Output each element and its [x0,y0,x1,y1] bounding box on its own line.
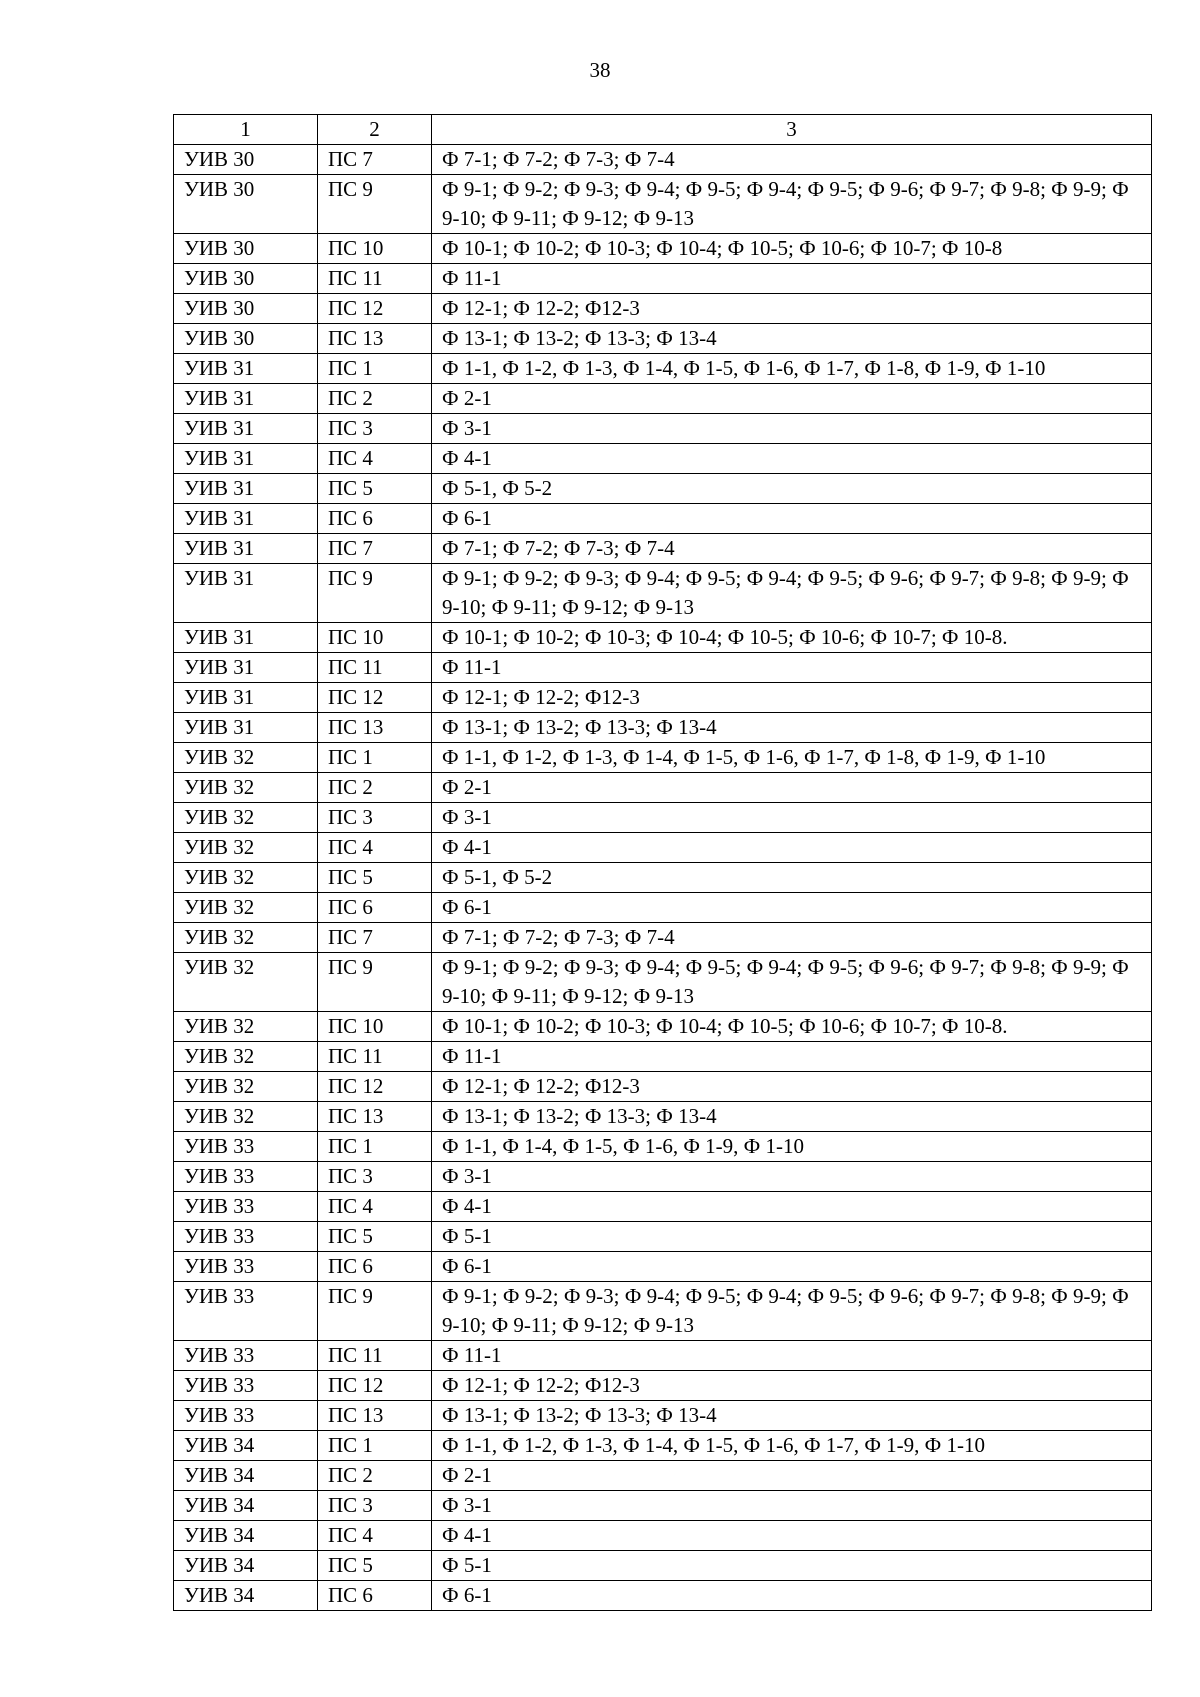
cell-ps: ПС 9 [318,1282,432,1341]
table-row [174,1431,1152,1461]
cell-ps: ПС 5 [318,1222,432,1252]
cell-ps: ПС 11 [318,1042,432,1072]
table-row [174,1371,1152,1401]
cell-feeders: Ф 12-1; Ф 12-2; Ф12-3 [432,294,1152,324]
table-row [174,923,1152,953]
cell-ps: ПС 6 [318,504,432,534]
cell-uiv: УИВ 30 [174,324,318,354]
column-header-1: 1 [174,115,318,145]
page-number: 38 [589,58,611,82]
table-row [174,414,1152,444]
cell-feeders: Ф 4-1 [432,1521,1152,1551]
cell-ps: ПС 13 [318,713,432,743]
cell-uiv: УИВ 31 [174,384,318,414]
cell-feeders: Ф 13-1; Ф 13-2; Ф 13-3; Ф 13-4 [432,1102,1152,1132]
cell-uiv: УИВ 33 [174,1252,318,1282]
cell-ps: ПС 3 [318,803,432,833]
cell-feeders: Ф 13-1; Ф 13-2; Ф 13-3; Ф 13-4 [432,1401,1152,1431]
table-row [174,324,1152,354]
table-row [174,1551,1152,1581]
cell-ps: ПС 13 [318,324,432,354]
table-row [174,294,1152,324]
cell-feeders: Ф 11-1 [432,1341,1152,1371]
cell-uiv: УИВ 31 [174,474,318,504]
cell-uiv: УИВ 34 [174,1461,318,1491]
cell-feeders: Ф 5-1 [432,1551,1152,1581]
cell-ps: ПС 12 [318,1072,432,1102]
cell-feeders: Ф 12-1; Ф 12-2; Ф12-3 [432,683,1152,713]
cell-uiv: УИВ 31 [174,444,318,474]
cell-uiv: УИВ 32 [174,953,318,1012]
cell-ps: ПС 11 [318,1341,432,1371]
cell-feeders: Ф 2-1 [432,384,1152,414]
cell-uiv: УИВ 34 [174,1581,318,1611]
table-row [174,683,1152,713]
cell-ps: ПС 12 [318,683,432,713]
cell-ps: ПС 7 [318,145,432,175]
table-row [174,1341,1152,1371]
cell-uiv: УИВ 33 [174,1371,318,1401]
cell-ps: ПС 9 [318,564,432,623]
cell-uiv: УИВ 32 [174,773,318,803]
cell-uiv: УИВ 31 [174,504,318,534]
cell-uiv: УИВ 30 [174,175,318,234]
cell-uiv: УИВ 30 [174,264,318,294]
cell-feeders: Ф 2-1 [432,1461,1152,1491]
cell-feeders: Ф 6-1 [432,504,1152,534]
cell-feeders: Ф 3-1 [432,1491,1152,1521]
cell-feeders: Ф 12-1; Ф 12-2; Ф12-3 [432,1072,1152,1102]
cell-uiv: УИВ 31 [174,623,318,653]
cell-uiv: УИВ 33 [174,1401,318,1431]
table-row [174,1521,1152,1551]
cell-ps: ПС 3 [318,1491,432,1521]
cell-ps: ПС 9 [318,953,432,1012]
cell-ps: ПС 7 [318,923,432,953]
cell-uiv: УИВ 32 [174,893,318,923]
table-row [174,1401,1152,1431]
cell-uiv: УИВ 33 [174,1162,318,1192]
cell-feeders: Ф 5-1 [432,1222,1152,1252]
table-row [174,234,1152,264]
table-row [174,1461,1152,1491]
table-row [174,564,1152,623]
cell-ps: ПС 6 [318,1581,432,1611]
cell-ps: ПС 11 [318,264,432,294]
cell-uiv: УИВ 33 [174,1282,318,1341]
cell-ps: ПС 10 [318,1012,432,1042]
cell-uiv: УИВ 30 [174,234,318,264]
cell-uiv: УИВ 32 [174,923,318,953]
table-row [174,1581,1152,1611]
table-body [174,145,1152,1611]
cell-ps: ПС 1 [318,743,432,773]
table-row [174,1042,1152,1072]
cell-uiv: УИВ 32 [174,863,318,893]
cell-uiv: УИВ 30 [174,145,318,175]
cell-feeders: Ф 3-1 [432,1162,1152,1192]
cell-feeders: Ф 11-1 [432,1042,1152,1072]
cell-uiv: УИВ 30 [174,294,318,324]
cell-uiv: УИВ 31 [174,564,318,623]
table-row [174,773,1152,803]
cell-feeders: Ф 7-1; Ф 7-2; Ф 7-3; Ф 7-4 [432,534,1152,564]
cell-feeders: Ф 11-1 [432,653,1152,683]
cell-uiv: УИВ 33 [174,1341,318,1371]
cell-ps: ПС 3 [318,414,432,444]
table-row [174,1162,1152,1192]
cell-feeders: Ф 2-1 [432,773,1152,803]
cell-ps: ПС 10 [318,623,432,653]
table-row [174,384,1152,414]
table-row [174,803,1152,833]
cell-uiv: УИВ 31 [174,713,318,743]
cell-uiv: УИВ 32 [174,833,318,863]
cell-feeders: Ф 9-1; Ф 9-2; Ф 9-3; Ф 9-4; Ф 9-5; Ф 9-4; Ф 9-5; Ф 9-6; Ф 9-7; Ф 9-8; Ф 9-9; Ф 9-10; Ф 9-11; Ф 9-12; Ф 9-13 [432,1282,1152,1341]
table-row [174,1282,1152,1341]
cell-feeders: Ф 11-1 [432,264,1152,294]
table-row [174,1072,1152,1102]
cell-ps: ПС 12 [318,1371,432,1401]
cell-feeders: Ф 4-1 [432,444,1152,474]
table-row [174,623,1152,653]
cell-uiv: УИВ 32 [174,743,318,773]
table-row [174,893,1152,923]
cell-feeders: Ф 1-1, Ф 1-4, Ф 1-5, Ф 1-6, Ф 1-9, Ф 1-10 [432,1132,1152,1162]
table-row [174,444,1152,474]
cell-uiv: УИВ 34 [174,1491,318,1521]
cell-uiv: УИВ 31 [174,354,318,384]
cell-uiv: УИВ 33 [174,1222,318,1252]
table-row [174,653,1152,683]
cell-ps: ПС 6 [318,893,432,923]
cell-uiv: УИВ 31 [174,683,318,713]
cell-feeders: Ф 6-1 [432,1252,1152,1282]
column-header-3: 3 [432,115,1152,145]
table-row [174,953,1152,1012]
cell-ps: ПС 4 [318,833,432,863]
document-table [173,114,1152,1611]
cell-feeders: Ф 12-1; Ф 12-2; Ф12-3 [432,1371,1152,1401]
cell-ps: ПС 4 [318,444,432,474]
table-row [174,354,1152,384]
cell-feeders: Ф 7-1; Ф 7-2; Ф 7-3; Ф 7-4 [432,923,1152,953]
cell-ps: ПС 10 [318,234,432,264]
cell-uiv: УИВ 31 [174,414,318,444]
cell-feeders: Ф 10-1; Ф 10-2; Ф 10-3; Ф 10-4; Ф 10-5; Ф 10-6; Ф 10-7; Ф 10-8 [432,234,1152,264]
cell-feeders: Ф 6-1 [432,1581,1152,1611]
cell-ps: ПС 5 [318,474,432,504]
column-header-2: 2 [318,115,432,145]
cell-feeders: Ф 7-1; Ф 7-2; Ф 7-3; Ф 7-4 [432,145,1152,175]
table-row [174,145,1152,175]
cell-feeders: Ф 10-1; Ф 10-2; Ф 10-3; Ф 10-4; Ф 10-5; Ф 10-6; Ф 10-7; Ф 10-8. [432,1012,1152,1042]
cell-feeders: Ф 4-1 [432,1192,1152,1222]
cell-uiv: УИВ 31 [174,653,318,683]
cell-feeders: Ф 4-1 [432,833,1152,863]
cell-feeders: Ф 6-1 [432,893,1152,923]
table-row [174,1102,1152,1132]
table-row [174,1132,1152,1162]
table-row [174,1252,1152,1282]
table-row [174,1222,1152,1252]
table-row [174,474,1152,504]
cell-feeders: Ф 9-1; Ф 9-2; Ф 9-3; Ф 9-4; Ф 9-5; Ф 9-4; Ф 9-5; Ф 9-6; Ф 9-7; Ф 9-8; Ф 9-9; Ф 9-10; Ф 9-11; Ф 9-12; Ф 9-13 [432,564,1152,623]
cell-uiv: УИВ 33 [174,1132,318,1162]
cell-uiv: УИВ 32 [174,1012,318,1042]
cell-uiv: УИВ 34 [174,1551,318,1581]
table-row [174,175,1152,234]
cell-uiv: УИВ 34 [174,1521,318,1551]
cell-ps: ПС 12 [318,294,432,324]
cell-ps: ПС 5 [318,1551,432,1581]
cell-uiv: УИВ 32 [174,1042,318,1072]
table-row [174,534,1152,564]
cell-ps: ПС 1 [318,1132,432,1162]
cell-feeders: Ф 1-1, Ф 1-2, Ф 1-3, Ф 1-4, Ф 1-5, Ф 1-6, Ф 1-7, Ф 1-9, Ф 1-10 [432,1431,1152,1461]
cell-ps: ПС 1 [318,1431,432,1461]
cell-feeders: Ф 9-1; Ф 9-2; Ф 9-3; Ф 9-4; Ф 9-5; Ф 9-4; Ф 9-5; Ф 9-6; Ф 9-7; Ф 9-8; Ф 9-9; Ф 9-10; Ф 9-11; Ф 9-12; Ф 9-13 [432,175,1152,234]
table-row [174,504,1152,534]
cell-ps: ПС 4 [318,1192,432,1222]
cell-feeders: Ф 13-1; Ф 13-2; Ф 13-3; Ф 13-4 [432,713,1152,743]
cell-ps: ПС 2 [318,773,432,803]
cell-ps: ПС 7 [318,534,432,564]
cell-ps: ПС 11 [318,653,432,683]
table-row [174,863,1152,893]
cell-ps: ПС 2 [318,1461,432,1491]
cell-ps: ПС 4 [318,1521,432,1551]
cell-uiv: УИВ 32 [174,1072,318,1102]
cell-ps: ПС 13 [318,1401,432,1431]
cell-feeders: Ф 1-1, Ф 1-2, Ф 1-3, Ф 1-4, Ф 1-5, Ф 1-6, Ф 1-7, Ф 1-8, Ф 1-9, Ф 1-10 [432,743,1152,773]
cell-ps: ПС 9 [318,175,432,234]
table-header-row [174,115,1152,145]
cell-feeders: Ф 5-1, Ф 5-2 [432,863,1152,893]
cell-uiv: УИВ 32 [174,1102,318,1132]
table-row [174,713,1152,743]
cell-ps: ПС 3 [318,1162,432,1192]
table-row [174,833,1152,863]
cell-uiv: УИВ 32 [174,803,318,833]
table-row [174,1192,1152,1222]
cell-ps: ПС 13 [318,1102,432,1132]
cell-uiv: УИВ 31 [174,534,318,564]
cell-feeders: Ф 10-1; Ф 10-2; Ф 10-3; Ф 10-4; Ф 10-5; Ф 10-6; Ф 10-7; Ф 10-8. [432,623,1152,653]
table-row [174,1012,1152,1042]
table-row [174,1491,1152,1521]
cell-ps: ПС 2 [318,384,432,414]
cell-uiv: УИВ 34 [174,1431,318,1461]
cell-feeders: Ф 1-1, Ф 1-2, Ф 1-3, Ф 1-4, Ф 1-5, Ф 1-6, Ф 1-7, Ф 1-8, Ф 1-9, Ф 1-10 [432,354,1152,384]
cell-feeders: Ф 13-1; Ф 13-2; Ф 13-3; Ф 13-4 [432,324,1152,354]
table-row [174,743,1152,773]
cell-ps: ПС 1 [318,354,432,384]
table-row [174,264,1152,294]
cell-ps: ПС 5 [318,863,432,893]
cell-uiv: УИВ 33 [174,1192,318,1222]
cell-feeders: Ф 5-1, Ф 5-2 [432,474,1152,504]
cell-ps: ПС 6 [318,1252,432,1282]
cell-feeders: Ф 3-1 [432,803,1152,833]
cell-feeders: Ф 3-1 [432,414,1152,444]
cell-feeders: Ф 9-1; Ф 9-2; Ф 9-3; Ф 9-4; Ф 9-5; Ф 9-4; Ф 9-5; Ф 9-6; Ф 9-7; Ф 9-8; Ф 9-9; Ф 9-10; Ф 9-11; Ф 9-12; Ф 9-13 [432,953,1152,1012]
